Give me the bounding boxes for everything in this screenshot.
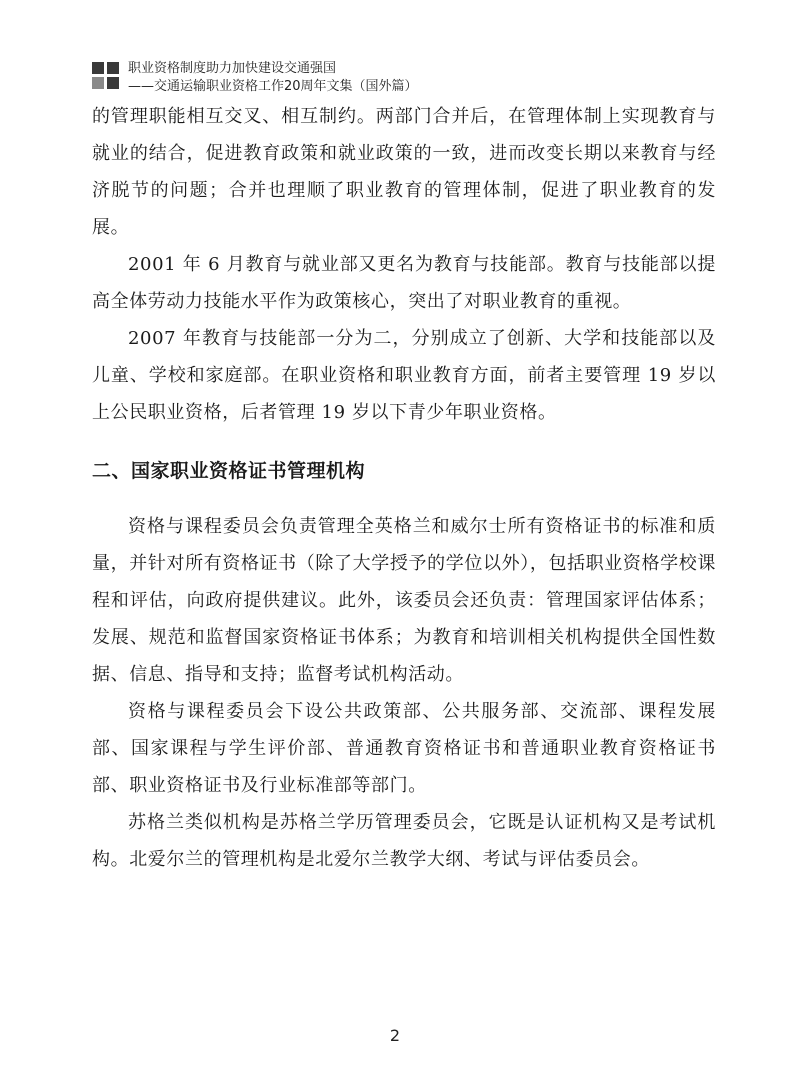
body-paragraph: 苏格兰类似机构是苏格兰学历管理委员会，它既是认证机构又是考试机构。北爱尔兰的管理机构是北爱尔兰教学大纲、考试与评估委员会。 — [92, 812, 716, 870]
body-paragraph: 资格与课程委员会下设公共政策部、公共服务部、交流部、课程发展部、国家课程与学生评价部、普通教育资格证书和普通职业教育资格证书部、职业资格证书及行业标准部等部门。 — [92, 701, 716, 796]
logo-square — [92, 77, 104, 89]
header-title: 职业资格制度助力加快建设交通强国 — [128, 61, 337, 76]
body-paragraph: 2007 年教育与技能部一分为二，分别成立了创新、大学和技能部以及儿童、学校和家庭部。在职业资格和职业教育方面，前者主要管理 19 岁以上公民职业资格，后者管理 19 岁以下青少年职业资格。 — [92, 328, 716, 423]
page-content — [92, 98, 716, 878]
header-subtitle: ——交通运输职业资格工作20周年文集（国外篇） — [128, 79, 418, 94]
logo-square — [92, 62, 104, 74]
body-paragraph: 的管理职能相互交叉、相互制约。两部门合并后，在管理体制上实现教育与就业的结合，促进教育政策和就业政策的一致，进而改变长期以来教育与经济脱节的问题；合并也理顺了职业教育的管理体制，促进了职业教育的发展。 — [92, 106, 716, 238]
header-text — [128, 60, 418, 96]
page-number: 2 — [389, 1026, 401, 1045]
body-paragraph: 2001 年 6 月教育与就业部又更名为教育与技能部。教育与技能部以提高全体劳动力技能水平作为政策核心，突出了对职业教育的重视。 — [92, 254, 716, 312]
header-logo-icon — [92, 62, 120, 90]
section-heading: 二、国家职业资格证书管理机构 — [92, 460, 366, 482]
logo-square — [107, 62, 119, 74]
logo-square — [107, 77, 119, 89]
body-paragraph: 资格与课程委员会负责管理全英格兰和威尔士所有资格证书的标准和质量，并针对所有资格证书（除了大学授予的学位以外），包括职业资格学校课程和评估，向政府提供建议。此外，该委员会还负责：管理国家评估体系；发展、规范和监督国家资格证书体系；为教育和培训相关机构提供全国性数据、信息、指导和支持；监督考试机构活动。 — [92, 516, 716, 685]
running-header — [92, 60, 712, 96]
